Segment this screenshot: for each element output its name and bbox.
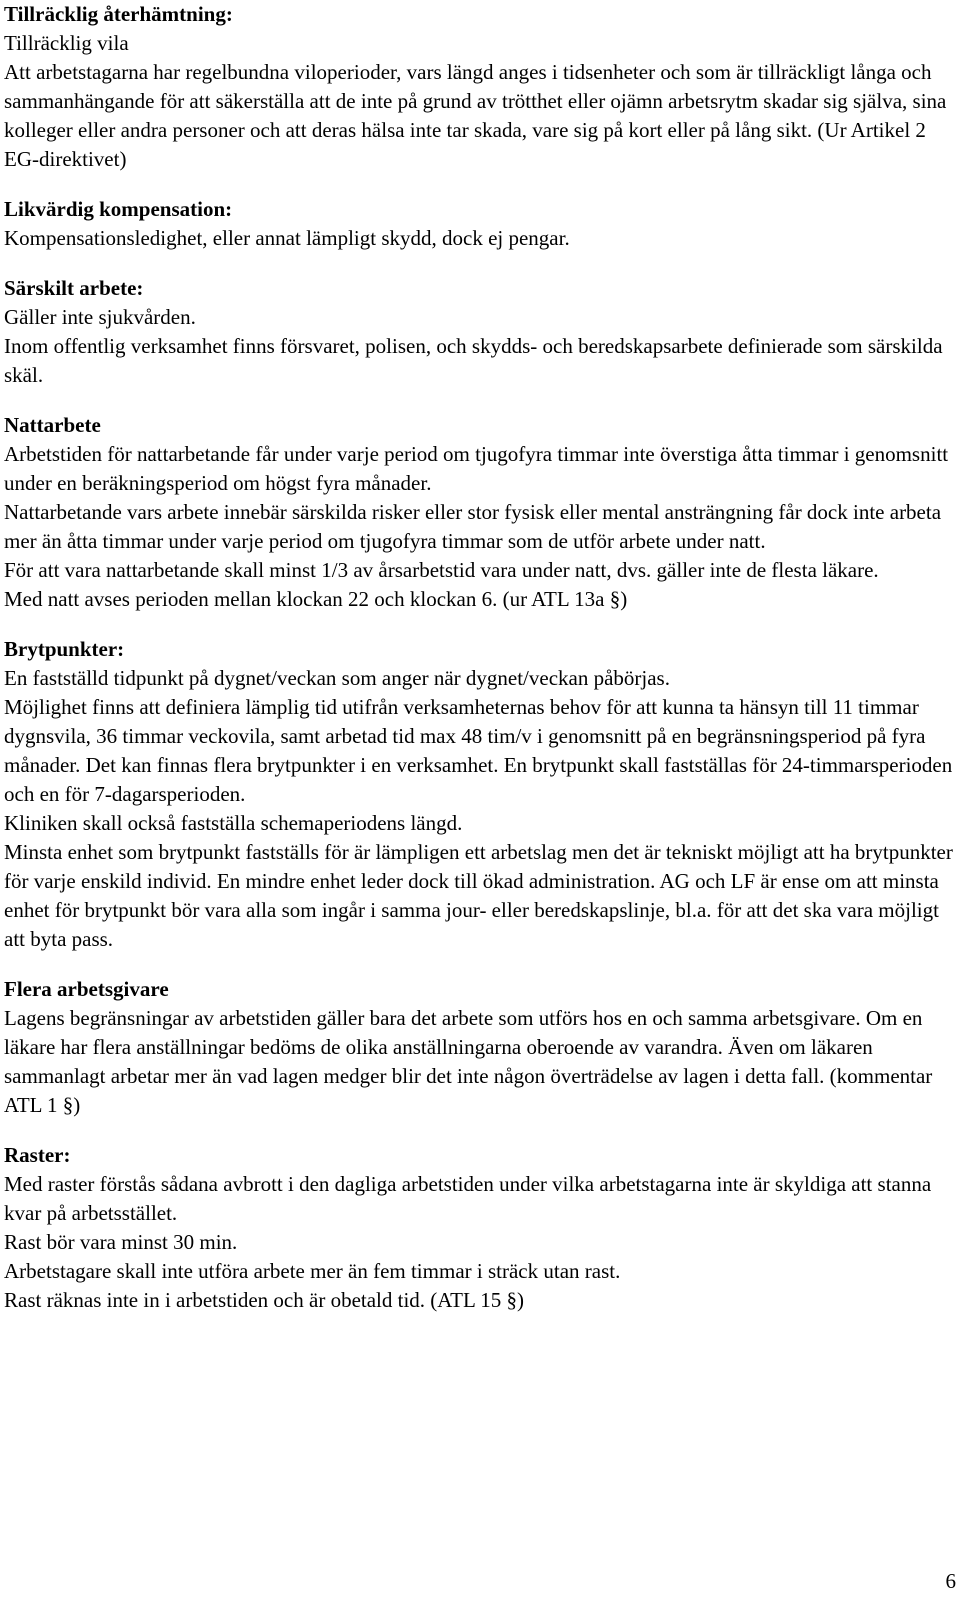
document-page (4, 0, 956, 1315)
paragraph: Med raster förstås sådana avbrott i den dagliga arbetstiden under vilka arbetstagarna inte är skyldiga att stanna kvar på arbetsstället. (4, 1172, 932, 1225)
paragraph: Rast räknas inte in i arbetstiden och är obetald tid. (ATL 15 §) (4, 1288, 524, 1312)
section-heading: Likvärdig kompensation: (4, 197, 233, 221)
paragraph: Nattarbetande vars arbete innebär särskilda risker eller stor fysisk eller mental ansträngning får dock inte arbeta mer än åtta timmar under varje period om tjugofyra timmar som de utför arbete under natt. (4, 500, 942, 553)
section-sarskilt-arbete (4, 274, 956, 390)
section-heading: Brytpunkter: (4, 637, 125, 661)
section-heading: Raster: (4, 1143, 71, 1167)
paragraph: Kliniken skall också fastställa schemaperiodens längd. (4, 811, 463, 835)
paragraph: Med natt avses perioden mellan klockan 22 och klockan 6. (ur ATL 13a §) (4, 587, 628, 611)
section-heading: Nattarbete (4, 413, 101, 437)
paragraph: För att vara nattarbetande skall minst 1/3 av årsarbetstid vara under natt, dvs. gäller inte de flesta läkare. (4, 558, 879, 582)
section-heading: Särskilt arbete: (4, 276, 144, 300)
paragraph: Arbetstagare skall inte utföra arbete mer än fem timmar i sträck utan rast. (4, 1259, 621, 1283)
section-brytpunkter (4, 635, 956, 954)
paragraph: Att arbetstagarna har regelbundna viloperioder, vars längd anges i tidsenheter och som är tillräckligt långa och sammanhängande för att säkerställa att de inte på grund av trötthet eller ojämn arbetsrytm skadar sig själva, sina kolleger eller andra personer och att deras hälsa inte tar skada, vare sig på kort eller på lång sikt. (Ur Artikel 2 EG-direktivet) (4, 60, 947, 171)
paragraph: Gäller inte sjukvården. (4, 305, 196, 329)
paragraph: Tillräcklig vila (4, 31, 129, 55)
paragraph: En fastställd tidpunkt på dygnet/veckan som anger när dygnet/veckan påbörjas. (4, 666, 670, 690)
paragraph: Minsta enhet som brytpunkt fastställs för är lämpligen ett arbetslag men det är tekniskt möjligt att ha brytpunkter för varje enskild individ. En mindre enhet leder dock till ökad administration. AG och LF är ense om att minsta enhet för brytpunkt bör vara alla som ingår i samma jour- eller beredskapslinje, bl.a. för att det ska vara möjligt att byta pass. (4, 840, 953, 951)
section-tillracklig-aterhamtning (4, 0, 956, 174)
paragraph: Rast bör vara minst 30 min. (4, 1230, 238, 1254)
section-heading: Flera arbetsgivare (4, 977, 169, 1001)
section-flera-arbetsgivare (4, 975, 956, 1120)
paragraph: Inom offentlig verksamhet finns försvaret, polisen, och skydds- och beredskapsarbete definierade som särskilda skäl. (4, 334, 943, 387)
paragraph: Lagens begränsningar av arbetstiden gäller bara det arbete som utförs hos en och samma arbetsgivare. Om en läkare har flera anställningar bedöms de olika anställningarna oberoende av varandra. Även om läkaren sammanlagt arbetar mer än vad lagen medger blir det inte någon överträdelse av lagen i detta fall. (kommentar ATL 1 §) (4, 1006, 933, 1117)
page-number: 6 (945, 1569, 956, 1593)
paragraph: Arbetstiden för nattarbetande får under varje period om tjugofyra timmar inte överstiga åtta timmar i genomsnitt under en beräkningsperiod om högst fyra månader. (4, 442, 949, 495)
section-raster (4, 1141, 956, 1315)
paragraph: Möjlighet finns att definiera lämplig tid utifrån verksamheternas behov för att kunna ta hänsyn till 11 timmar dygnsvila, 36 timmar veckovila, samt arbetad tid max 48 tim/v i genomsnitt på en begränsningsperiod på fyra månader. Det kan finnas flera brytpunkter i en verksamhet. En brytpunkt skall fastställas för 24-timmarsperioden och en för 7-dagarsperioden. (4, 695, 953, 806)
section-nattarbete (4, 411, 956, 614)
paragraph: Kompensationsledighet, eller annat lämpligt skydd, dock ej pengar. (4, 226, 570, 250)
section-likvardig-kompensation (4, 195, 956, 253)
section-heading: Tillräcklig återhämtning: (4, 2, 233, 26)
